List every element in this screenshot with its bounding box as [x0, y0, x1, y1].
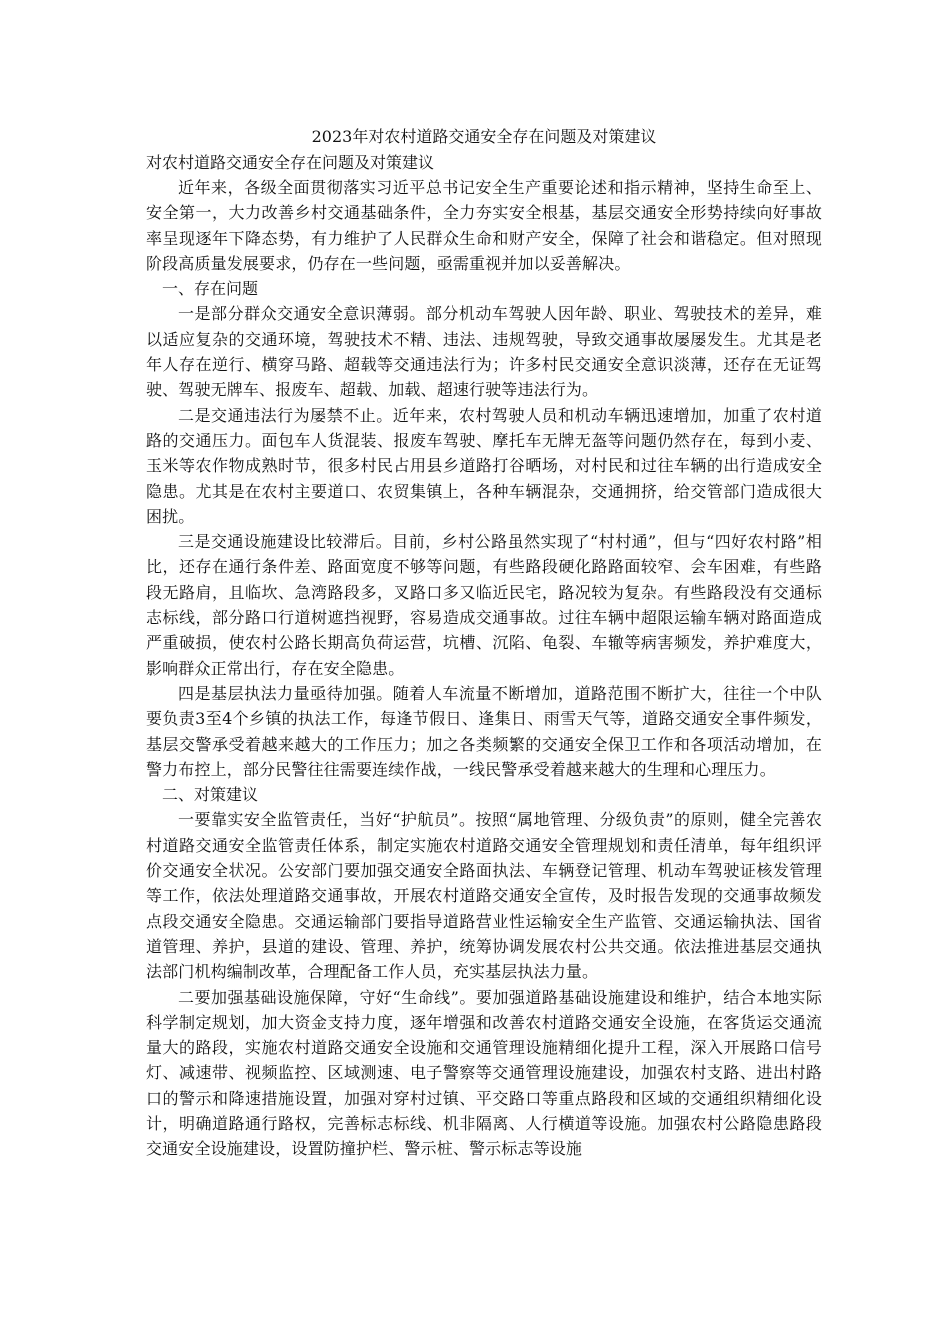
- document-subtitle: 对农村道路交通安全存在问题及对策建议: [146, 153, 435, 172]
- suggestion-paragraph-2: 二要加强基础设施保障，守好“生命线”。要加强道路基础设施建设和维护，结合本地实际科学制定规划，加大资金支持力度，逐年增强和改善农村道路交通安全设施，在客货运交通流量大的路段，实施农村道路交通安全设施和交通管理设施精细化提升工程，深入开展路口信号灯、减速带、视频监控、区域测速、电子警察等交通管理设施建设，加强农村支路、进出村路口的警示和降速措施设置，加强对穿村过镇、平交路口等重点路段和区域的交通组织精细化设计，明确道路通行路权，完善标志标线、机非隔离、人行横道等设施。加强农村公路隐患路段交通安全设施建设，设置防撞护栏、警示桩、警示标志等设施: [146, 987, 822, 1159]
- document-page: [146, 124, 822, 1162]
- intro-paragraph: 近年来，各级全面贯彻落实习近平总书记安全生产重要论述和指示精神，坚持生命至上、安全第一，大力改善乡村交通基础条件，全力夯实安全根基，基层交通安全形势持续向好事故率呈现逐年下降态势，有力维护了人民群众生命和财产安全，保障了社会和谐稳定。但对照现阶段高质量发展要求，仍存在一些问题，亟需重视并加以妥善解决。: [146, 178, 822, 273]
- problem-paragraph-1: 一是部分群众交通安全意识薄弱。部分机动车驾驶人因年龄、职业、驾驶技术的差异，难以适应复杂的交通环境，驾驶技术不精、违法、违规驾驶，导致交通事故屡屡发生。尤其是老年人存在逆行、横穿马路、超载等交通违法行为；许多村民交通安全意识淡薄，还存在无证驾驶、驾驶无牌车、报废车、超载、加载、超速行驶等违法行为。: [146, 304, 822, 400]
- problem-paragraph-4: 四是基层执法力量亟待加强。随着人车流量不断增加，道路范围不断扩大，往往一个中队要负责3至4个乡镇的执法工作，每逢节假日、逢集日、雨雪天气等，道路交通安全事件频发，基层交警承受着越来越大的工作压力；加之各类频繁的交通安全保卫工作和各项活动增加，在警力布控上，部分民警往往需要连续作战，一线民警承受着越来越大的生理和心理压力。: [146, 683, 822, 779]
- problem-paragraph-3: 三是交通设施建设比较滞后。目前，乡村公路虽然实现了“村村通”，但与“四好农村路”相比，还存在通行条件差、路面宽度不够等问题，有些路段硬化路路面较窄、会车困难，有些路段无路肩，且临坎、急湾路段多，叉路口多又临近民宅，路况较为复杂。有些路段没有交通标志标线，部分路口行道树遮挡视野，容易造成交通事故。过往车辆中超限运输车辆对路面造成严重破损，使农村公路长期高负荷运营，坑槽、沉陷、龟裂、车辙等病害频发，养护难度大，影响群众正常出行，存在安全隐患。: [146, 532, 822, 678]
- section-heading-suggestions: 二、对策建议: [162, 785, 259, 805]
- problem-paragraph-2: 二是交通违法行为屡禁不止。近年来，农村驾驶人员和机动车辆迅速增加，加重了农村道路的交通压力。面包车人货混装、报废车驾驶、摩托车无牌无盔等问题仍然存在，每到小麦、玉米等农作物成熟时节，很多村民占用县乡道路打谷晒场，对村民和过往车辆的出行造成安全隐患。尤其是在农村主要道口、农贸集镇上，各种车辆混杂，交通拥挤，给交管部门造成很大困扰。: [146, 405, 822, 526]
- suggestion-paragraph-1: 一要靠实安全监管责任，当好“护航员”。按照“属地管理、分级负责”的原则，健全完善农村道路交通安全监管责任体系，制定实施农村道路交通安全管理规划和责任清单，每年组织评价交通安全状况。公安部门要加强交通安全路面执法、车辆登记管理、机动车驾驶证核发管理等工作，依法处理道路交通事故，开展农村道路交通安全宣传，及时报告发现的交通事故频发点段交通安全隐患。交通运输部门要指导道路营业性运输安全生产监管、交通运输执法、国省道管理、养护，县道的建设、管理、养护，统筹协调发展农村公共交通。依法推进基层交通执法部门机构编制改革，合理配备工作人员，充实基层执法力量。: [146, 810, 822, 982]
- section-heading-problems: 一、存在问题: [162, 279, 259, 299]
- document-title: 2023年对农村道路交通安全存在问题及对策建议: [311, 127, 657, 146]
